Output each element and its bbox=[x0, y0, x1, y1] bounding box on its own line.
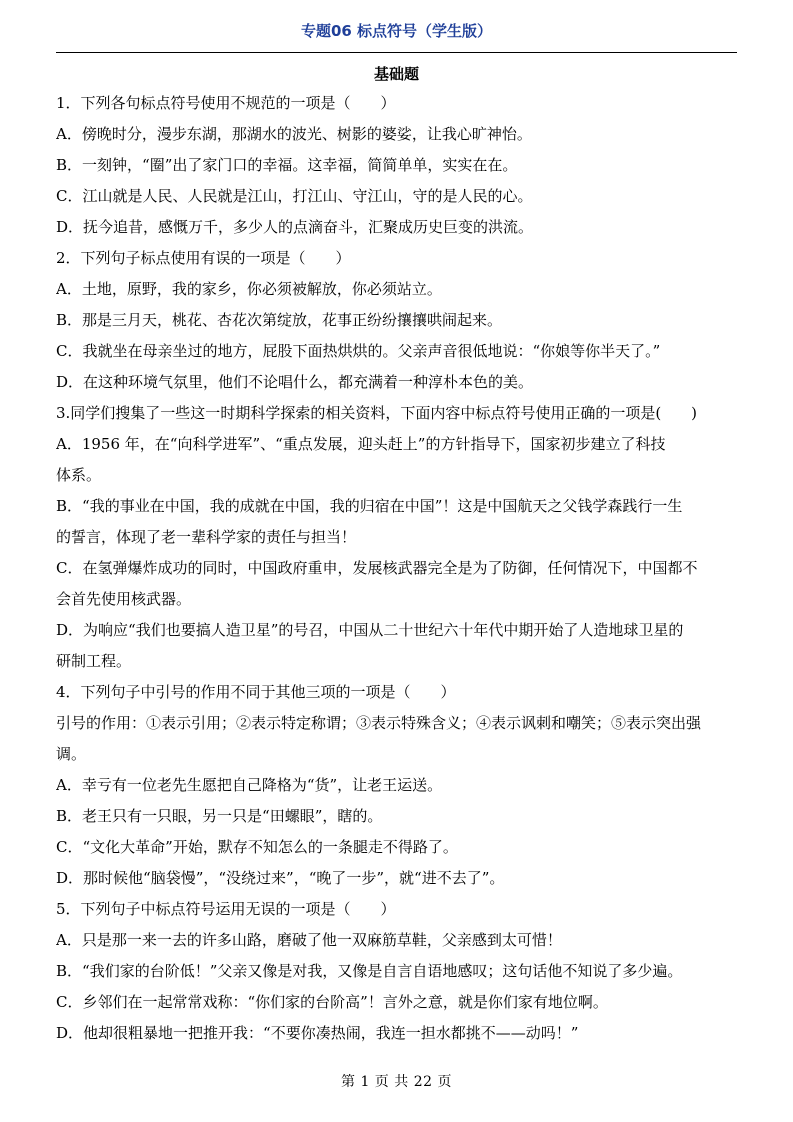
text-line: C．江山就是人民、人民就是江山，打江山、守江山，守的是人民的心。 bbox=[56, 187, 533, 205]
text-line: C．“文化大革命”开始，默存不知怎么的一条腿走不得路了。 bbox=[56, 838, 458, 856]
text-line: 4．下列句子中引号的作用不同于其他三项的一项是（ ） bbox=[56, 683, 456, 701]
text-line: D．那时候他“脑袋慢”，“没绕过来”，“晚了一步”，就“进不去了”。 bbox=[56, 869, 505, 887]
text-line: C．在氢弹爆炸成功的同时，中国政府重申，发展核武器完全是为了防御，任何情况下，中国都不 bbox=[56, 559, 698, 577]
text-line: B．“我们家的台阶低！”父亲又像是对我，又像是自言自语地感叹；这句话他不知说了多少遍。 bbox=[56, 962, 683, 980]
page-footer: 第 1 页 共 22 页 bbox=[341, 1074, 452, 1090]
text-line: A．1956 年，在“向科学进军”、“重点发展，迎头赶上”的方针指导下，国家初步建立了科技 bbox=[56, 435, 666, 453]
text-line: 会首先使用核武器。 bbox=[56, 590, 192, 608]
text-line: D．他却很粗暴地一把推开我：“不要你凑热闹，我连一担水都挑不——动吗！” bbox=[56, 1024, 579, 1042]
text-line: A．只是那一来一去的许多山路，磨破了他一双麻筋草鞋，父亲感到太可惜！ bbox=[56, 931, 562, 949]
text-line: 引号的作用：①表示引用；②表示特定称谓；③表示特殊含义；④表示讽刺和嘲笑；⑤表示突出强 bbox=[56, 714, 702, 732]
text-line: 体系。 bbox=[56, 466, 102, 484]
section-title: 基础题 bbox=[373, 65, 419, 83]
text-line: 的誓言，体现了老一辈科学家的责任与担当！ bbox=[56, 528, 357, 546]
document-body bbox=[56, 88, 740, 1049]
text-line: A．傍晚时分，漫步东湖，那湖水的波光、树影的婆娑，让我心旷神怡。 bbox=[56, 125, 532, 143]
text-line: B．老王只有一只眼，另一只是“田螺眼”，瞎的。 bbox=[56, 807, 383, 825]
text-line: B．一刻钟，“圈”出了家门口的幸福。这幸福，简简单单，实实在在。 bbox=[56, 156, 518, 174]
text-line: 5．下列句子中标点符号运用无误的一项是（ ） bbox=[56, 900, 396, 918]
text-line: A．土地，原野，我的家乡，你必须被解放，你必须站立。 bbox=[56, 280, 442, 298]
text-line: D．抚今追昔，感慨万千，多少人的点滴奋斗，汇聚成历史巨变的洪流。 bbox=[56, 218, 534, 236]
header-divider bbox=[56, 52, 737, 53]
text-line: 调。 bbox=[56, 745, 87, 763]
text-line: A．幸亏有一位老先生愿把自己降格为“货”，让老王运送。 bbox=[56, 776, 443, 794]
text-line: 研制工程。 bbox=[56, 652, 132, 670]
text-line: 3.同学们搜集了一些这一时期科学探索的相关资料，下面内容中标点符号使用正确的一项是( ) bbox=[56, 404, 698, 422]
text-line: C．我就坐在母亲坐过的地方，屁股下面热烘烘的。父亲声音很低地说：“你娘等你半天了。” bbox=[56, 342, 661, 360]
document-title: 专题06 标点符号（学生版） bbox=[300, 22, 493, 40]
text-line: 1．下列各句标点符号使用不规范的一项是（ ） bbox=[56, 94, 396, 112]
text-line: 2．下列句子标点使用有误的一项是（ ） bbox=[56, 249, 351, 267]
text-line: C．乡邻们在一起常常戏称：“你们家的台阶高”！言外之意，就是你们家有地位啊。 bbox=[56, 993, 608, 1011]
text-line: B．那是三月天，桃花、杏花次第绽放，花事正纷纷攘攘哄闹起来。 bbox=[56, 311, 503, 329]
text-line: B．“我的事业在中国，我的成就在中国，我的归宿在中国”！这是中国航天之父钱学森践行一生 bbox=[56, 497, 683, 515]
text-line: D．为响应“我们也要搞人造卫星”的号召，中国从二十世纪六十年代中期开始了人造地球卫星的 bbox=[56, 621, 684, 639]
text-line: D．在这种环境气氛里，他们不论唱什么，都充满着一种淳朴本色的美。 bbox=[56, 373, 534, 391]
